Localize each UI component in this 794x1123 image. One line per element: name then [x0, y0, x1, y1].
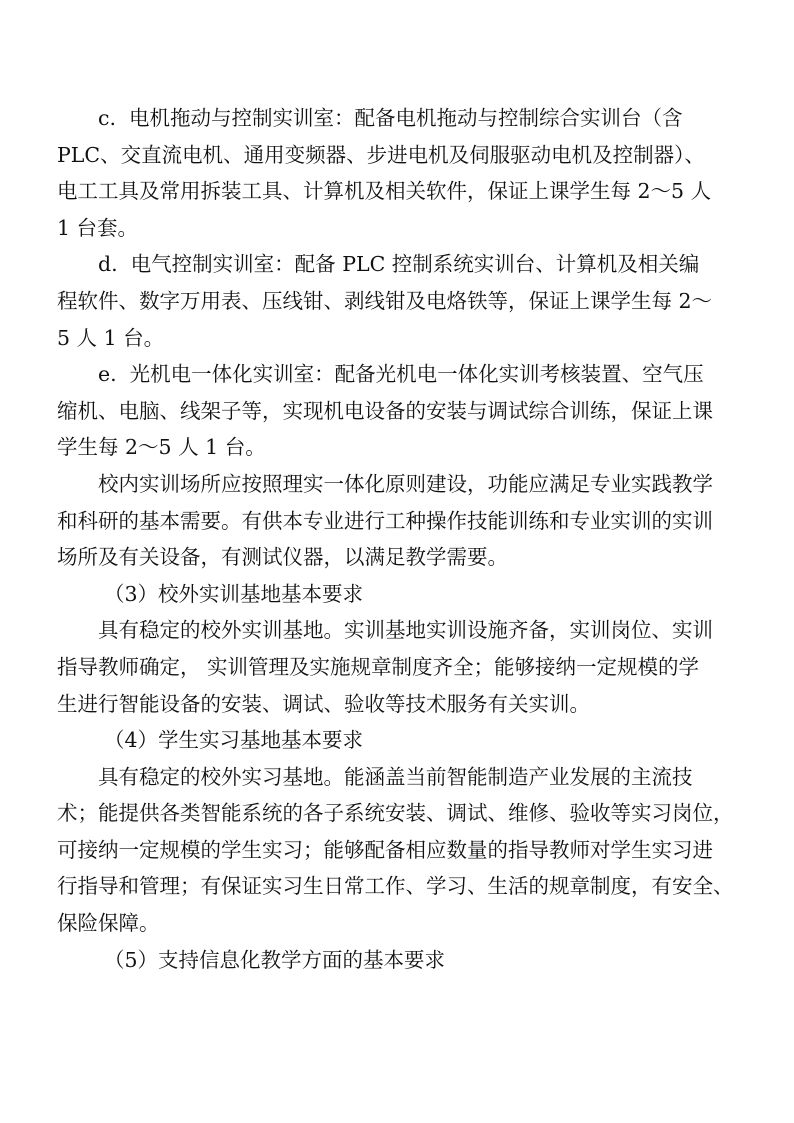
paragraph-line: c. 电机拖动与控制实训室：配备电机拖动与控制综合实训台（含: [98, 106, 683, 130]
paragraph-line: 电工工具及常用拆装工具、计算机及相关软件，保证上课学生每 2～5 人: [57, 179, 712, 204]
paragraph-line: e. 光机电一体化实训室：配备光机电一体化实训考核装置、空气压: [98, 362, 704, 387]
paragraph-line: 指导教师确定， 实训管理及实施规章制度齐全；能够接纳一定规模的学: [57, 654, 700, 679]
paragraph-line: 行指导和管理；有保证实习生日常工作、学习、生活的规章制度，有安全、: [57, 874, 734, 899]
document-body: [57, 100, 739, 978]
section-heading: （4）学生实习基地基本要求: [104, 728, 364, 753]
paragraph-line: 术；能提供各类智能系统的各子系统安装、调试、维修、验收等实习岗位，: [57, 801, 734, 826]
paragraph-line: 和科研的基本需要。有供本专业进行工种操作技能训练和专业实训的实训: [57, 508, 713, 533]
paragraph-line: 场所及有关设备，有测试仪器，以满足教学需要。: [57, 545, 508, 570]
paragraph-line: 学生每 2～5 人 1 台。: [57, 435, 266, 460]
paragraph-line: PLC、交直流电机、通用变频器、步进电机及伺服驱动电机及控制器）、: [57, 142, 705, 167]
paragraph-line: 校内实训场所应按照理实一体化原则建设，功能应满足专业实践教学: [98, 471, 713, 496]
section-heading: （5）支持信息化教学方面的基本要求: [104, 947, 446, 972]
paragraph-line: 具有稳定的校外实习基地。能涵盖当前智能制造产业发展的主流技: [98, 764, 693, 789]
paragraph-line: d. 电气控制实训室：配备 PLC 控制系统实训台、计算机及相关编: [98, 252, 700, 277]
paragraph-line: 缩机、电脑、线架子等，实现机电设备的安装与调试综合训练，保证上课: [57, 398, 713, 423]
section-heading: （3）校外实训基地基本要求: [104, 581, 364, 606]
paragraph-line: 可接纳一定规模的学生实习；能够配备相应数量的指导教师对学生实习进: [57, 837, 713, 862]
paragraph-line: 程软件、数字万用表、压线钳、剥线钳及电烙铁等，保证上课学生每 2～: [57, 288, 713, 313]
paragraph-line: 生进行智能设备的安装、调试、验收等技术服务有关实训。: [57, 691, 590, 716]
paragraph-line: 1 台套。: [57, 215, 139, 240]
paragraph-line: 具有稳定的校外实训基地。实训基地实训设施齐备，实训岗位、实训: [98, 618, 713, 643]
paragraph-line: 5 人 1 台。: [57, 325, 165, 350]
paragraph-line: 保险保障。: [57, 911, 160, 936]
